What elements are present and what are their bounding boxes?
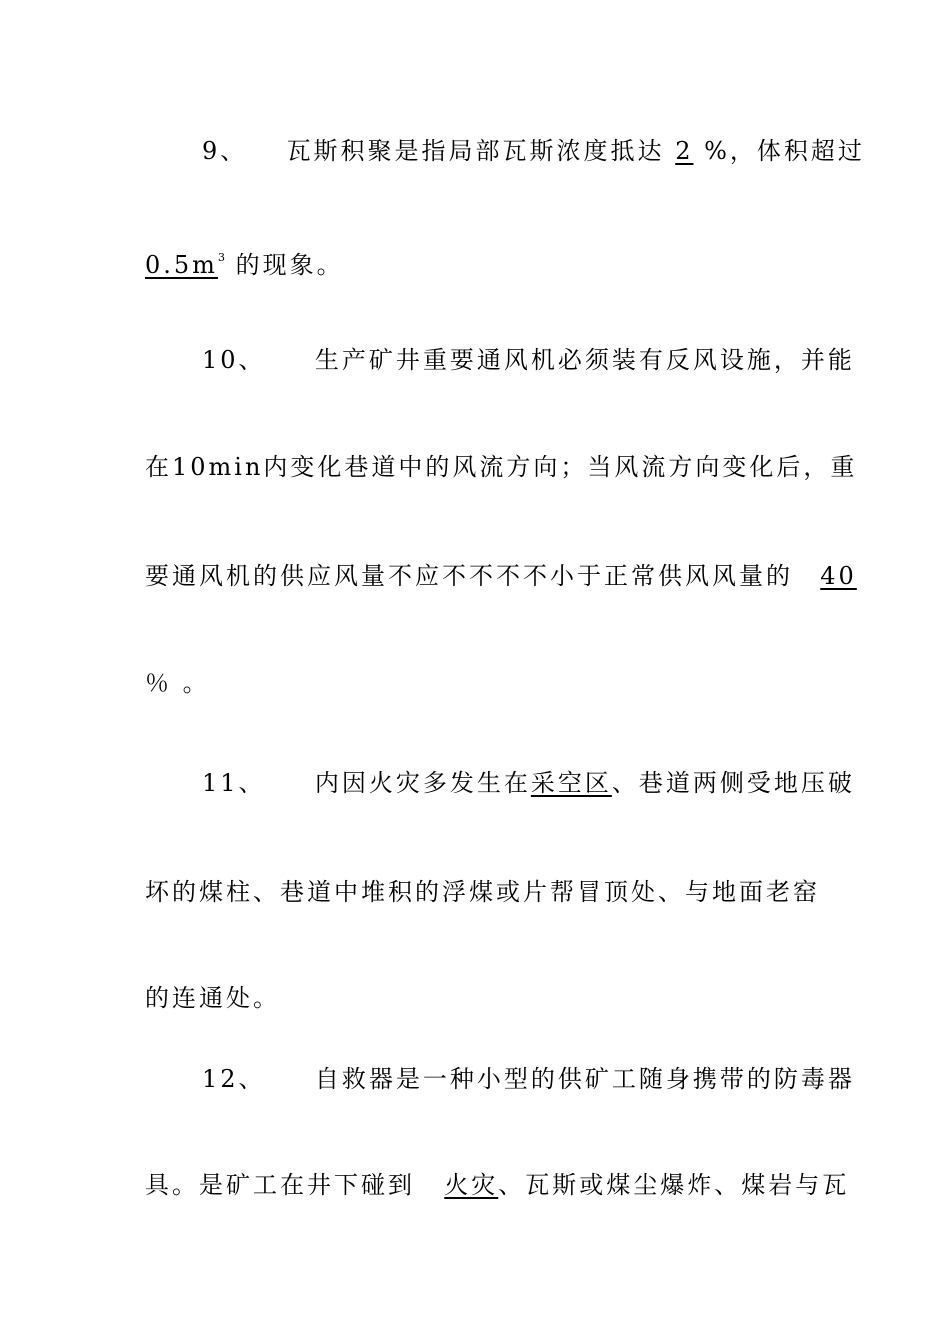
- item-9-text-c: 的现象。: [235, 251, 344, 279]
- item-9-volume-exponent: 3: [217, 251, 225, 264]
- item-12-line-1: [202, 1064, 872, 1094]
- item-9-text-a: 瓦斯积聚是指局部瓦斯浓度抵达: [286, 137, 665, 165]
- item-10-text-3: 要通风机的供应风量不应不不不不小于正常供风风量的: [145, 562, 793, 590]
- item-11-text-b: 、巷道两侧受地压破: [611, 769, 855, 797]
- item-11-line-2: [145, 877, 820, 907]
- item-12-underlined-value: 火灾: [444, 1171, 499, 1199]
- item-9-text-b: %，体积超过: [704, 137, 865, 165]
- item-9-line-1: [202, 136, 872, 166]
- item-10-line-4: [145, 668, 815, 698]
- item-10-line-2: [145, 452, 858, 482]
- item-11-line-3: [145, 983, 815, 1013]
- item-9-volume-value: 0.5m: [145, 251, 218, 279]
- item-12-number: 12、: [202, 1065, 266, 1093]
- item-10-underlined-value: 40: [820, 562, 857, 590]
- item-12-text-a: 具。是矿工在井下碰到: [145, 1171, 415, 1199]
- item-10-line-1: [202, 345, 872, 375]
- item-10-text-2: 在10min内变化巷道中的风流方向；当风流方向变化后，重: [145, 453, 858, 481]
- item-11-underlined-value: 采空区: [530, 769, 612, 797]
- item-11-number: 11、: [202, 769, 266, 797]
- item-12-text-1: 自救器是一种小型的供矿工随身携带的防毒器: [314, 1065, 855, 1093]
- item-9-underlined-value: 2: [675, 137, 694, 165]
- item-10-text-1: 生产矿井重要通风机必须装有反风设施，并能: [314, 346, 855, 374]
- item-10-line-3: [145, 561, 857, 591]
- item-9-number: 9、: [202, 137, 248, 165]
- item-12-line-2: [145, 1170, 850, 1200]
- item-11-line-1: [202, 768, 872, 798]
- item-11-text-a: 内因火灾多发生在: [314, 769, 531, 797]
- item-10-number: 10、: [202, 346, 266, 374]
- item-10-text-4: ％ 。: [145, 669, 210, 697]
- item-11-text-3: 的连通处。: [145, 984, 280, 1012]
- item-9-line-2: [145, 243, 815, 280]
- item-12-text-b: 、瓦斯或煤尘爆炸、煤岩与瓦: [498, 1171, 850, 1199]
- item-11-text-2: 坏的煤柱、巷道中堆积的浮煤或片帮冒顶处、与地面老窑: [145, 878, 820, 906]
